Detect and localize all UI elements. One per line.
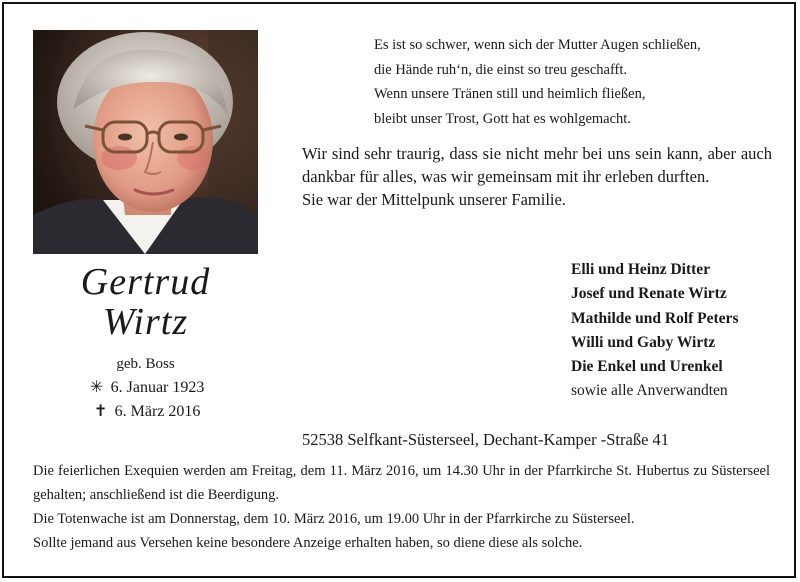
service-details — [33, 459, 770, 555]
birth-date-line — [33, 376, 258, 400]
mourner-relatives: sowie alle Anverwandten — [571, 382, 728, 400]
message-last-line: Sie war der Mittelpunk unserer Familie. — [302, 190, 566, 209]
mourner: Willi und Gaby Wirtz — [571, 333, 716, 351]
mourner: Josef und Renate Wirtz — [571, 285, 727, 303]
totenwache-text: Die Totenwache ist am Donnerstag, dem 10. März 2016, um 19.00 Uhr in der Pfarrkirche zu Süsterseel. — [33, 511, 635, 527]
message-block — [302, 142, 772, 211]
notice-text: Sollte jemand aus Versehen keine besondere Anzeige erhalten haben, so diene diese als solche. — [33, 535, 583, 551]
obituary-card — [2, 2, 796, 578]
life-dates — [33, 352, 258, 424]
deceased-name — [33, 262, 258, 342]
message-paragraph: Wir sind sehr traurig, dass sie nicht mehr bei uns sein kann, aber auch dankbar für alles, was wir gemeinsam mit ihr erleben durften. — [302, 144, 772, 186]
mourners-list — [571, 258, 791, 404]
exequien-text: Die feierlichen Exequien werden am Freitag, dem 11. März 2016, um 14.30 Uhr in der Pfarrkirche St. Hubertus zu Süsterseel gehalten; anschließend ist die Beerdigung. — [33, 463, 770, 503]
mourner: Elli und Heinz Ditter — [571, 261, 711, 278]
first-name: Gertrud — [80, 261, 211, 303]
birth-date: 6. Januar 1923 — [110, 379, 205, 396]
address: 52538 Selfkant-Süsterseel, Dechant-Kamper -Straße 41 — [302, 430, 670, 449]
death-date-line — [33, 400, 258, 424]
poem — [374, 33, 774, 131]
cross-icon: ✝ — [93, 403, 108, 420]
poem-line: Es ist so schwer, wenn sich der Mutter Augen schließen, — [374, 37, 701, 53]
poem-line: die Hände ruh‘n, die einst so treu geschafft. — [374, 61, 627, 78]
birth-star-icon: ✳ — [89, 379, 104, 396]
mourner: Die Enkel und Urenkel — [571, 358, 723, 376]
poem-line: bleibt unser Trost, Gott hat es wohlgemacht. — [374, 110, 631, 127]
portrait-illustration — [33, 30, 258, 254]
birth-name: geb. Boss — [116, 356, 175, 372]
portrait-photo — [33, 30, 258, 254]
poem-line: Wenn unsere Tränen still und heimlich fließen, — [374, 86, 646, 102]
death-date: 6. März 2016 — [114, 403, 201, 420]
mourner: Mathilde und Rolf Peters — [571, 309, 739, 327]
last-name: Wirtz — [102, 301, 189, 343]
